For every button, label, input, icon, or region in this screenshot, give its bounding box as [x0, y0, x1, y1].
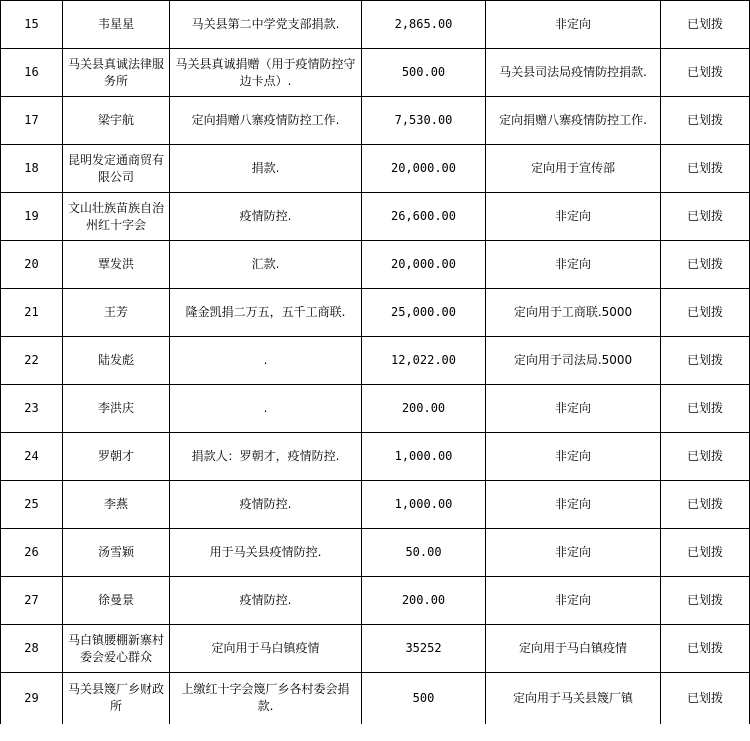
note-cell: .	[170, 337, 362, 385]
amount-cell: 200.00	[362, 385, 486, 433]
note-cell: 用于马关县疫情防控.	[170, 529, 362, 577]
direction-cell: 非定向	[486, 529, 661, 577]
status-cell: 已划拨	[661, 481, 750, 529]
table-row	[1, 433, 750, 481]
direction-cell: 非定向	[486, 1, 661, 49]
table-row	[1, 625, 750, 673]
donor-cell: 马关县真诚法律服务所	[63, 49, 170, 97]
table-row	[1, 1, 750, 49]
direction-cell: 定向捐赠八寨疫情防控工作.	[486, 97, 661, 145]
table-row	[1, 289, 750, 337]
amount-cell: 35252	[362, 625, 486, 673]
status-cell: 已划拨	[661, 625, 750, 673]
note-cell: 马关县第二中学党支部捐款.	[170, 1, 362, 49]
note-cell: 捐款.	[170, 145, 362, 193]
donor-cell: 覃发洪	[63, 241, 170, 289]
direction-cell: 非定向	[486, 241, 661, 289]
direction-cell: 非定向	[486, 385, 661, 433]
direction-cell: 定向用于宣传部	[486, 145, 661, 193]
direction-cell: 非定向	[486, 481, 661, 529]
table-row	[1, 337, 750, 385]
direction-cell: 定向用于马白镇疫情	[486, 625, 661, 673]
donor-cell: 韦星星	[63, 1, 170, 49]
note-cell: 汇款.	[170, 241, 362, 289]
table-row	[1, 49, 750, 97]
amount-cell: 1,000.00	[362, 481, 486, 529]
row-number-cell: 27	[1, 577, 63, 625]
status-cell: 已划拨	[661, 673, 750, 724]
status-cell: 已划拨	[661, 193, 750, 241]
donor-cell: 李洪庆	[63, 385, 170, 433]
row-number-cell: 24	[1, 433, 63, 481]
status-cell: 已划拨	[661, 529, 750, 577]
row-number-cell: 20	[1, 241, 63, 289]
direction-cell: 马关县司法局疫情防控捐款.	[486, 49, 661, 97]
donor-cell: 文山壮族苗族自治州红十字会	[63, 193, 170, 241]
table-row	[1, 385, 750, 433]
table-row	[1, 529, 750, 577]
donor-cell: 汤雪颖	[63, 529, 170, 577]
status-cell: 已划拨	[661, 433, 750, 481]
direction-cell: 定向用于司法局.5000	[486, 337, 661, 385]
table-row	[1, 241, 750, 289]
row-number-cell: 29	[1, 673, 63, 724]
row-number-cell: 26	[1, 529, 63, 577]
amount-cell: 50.00	[362, 529, 486, 577]
row-number-cell: 28	[1, 625, 63, 673]
amount-cell: 20,000.00	[362, 241, 486, 289]
note-cell: 疫情防控.	[170, 577, 362, 625]
donor-cell: 马关县篾厂乡财政所	[63, 673, 170, 724]
row-number-cell: 23	[1, 385, 63, 433]
note-cell: 隆金凯捐二万五，五千工商联.	[170, 289, 362, 337]
status-cell: 已划拨	[661, 385, 750, 433]
note-cell: 捐款人：罗朝才，疫情防控.	[170, 433, 362, 481]
row-number-cell: 15	[1, 1, 63, 49]
donor-cell: 王芳	[63, 289, 170, 337]
donation-table-body	[1, 1, 750, 724]
amount-cell: 7,530.00	[362, 97, 486, 145]
note-cell: 定向用于马白镇疫情	[170, 625, 362, 673]
status-cell: 已划拨	[661, 1, 750, 49]
row-number-cell: 19	[1, 193, 63, 241]
amount-cell: 200.00	[362, 577, 486, 625]
donor-cell: 昆明发定通商贸有限公司	[63, 145, 170, 193]
table-row	[1, 193, 750, 241]
status-cell: 已划拨	[661, 241, 750, 289]
direction-cell: 非定向	[486, 577, 661, 625]
status-cell: 已划拨	[661, 97, 750, 145]
note-cell: 马关县真诚捐赠（用于疫情防控守边卡点）.	[170, 49, 362, 97]
amount-cell: 500	[362, 673, 486, 724]
direction-cell: 定向用于马关县篾厂镇	[486, 673, 661, 724]
amount-cell: 20,000.00	[362, 145, 486, 193]
direction-cell: 非定向	[486, 193, 661, 241]
donor-cell: 梁宇航	[63, 97, 170, 145]
row-number-cell: 18	[1, 145, 63, 193]
note-cell: 疫情防控.	[170, 193, 362, 241]
donor-cell: 罗朝才	[63, 433, 170, 481]
table-row	[1, 97, 750, 145]
donor-cell: 马白镇腰棚新寨村委会爱心群众	[63, 625, 170, 673]
status-cell: 已划拨	[661, 289, 750, 337]
amount-cell: 2,865.00	[362, 1, 486, 49]
note-cell: 上缴红十字会篾厂乡各村委会捐款.	[170, 673, 362, 724]
amount-cell: 26,600.00	[362, 193, 486, 241]
row-number-cell: 16	[1, 49, 63, 97]
donor-cell: 徐曼景	[63, 577, 170, 625]
donor-cell: 李燕	[63, 481, 170, 529]
table-row	[1, 481, 750, 529]
note-cell: .	[170, 385, 362, 433]
donor-cell: 陆发彪	[63, 337, 170, 385]
note-cell: 疫情防控.	[170, 481, 362, 529]
table-row	[1, 673, 750, 724]
status-cell: 已划拨	[661, 145, 750, 193]
status-cell: 已划拨	[661, 577, 750, 625]
row-number-cell: 21	[1, 289, 63, 337]
table-row	[1, 577, 750, 625]
status-cell: 已划拨	[661, 49, 750, 97]
row-number-cell: 22	[1, 337, 63, 385]
amount-cell: 500.00	[362, 49, 486, 97]
status-cell: 已划拨	[661, 337, 750, 385]
note-cell: 定向捐赠八寨疫情防控工作.	[170, 97, 362, 145]
row-number-cell: 17	[1, 97, 63, 145]
direction-cell: 非定向	[486, 433, 661, 481]
direction-cell: 定向用于工商联.5000	[486, 289, 661, 337]
amount-cell: 25,000.00	[362, 289, 486, 337]
amount-cell: 12,022.00	[362, 337, 486, 385]
table-row	[1, 145, 750, 193]
row-number-cell: 25	[1, 481, 63, 529]
amount-cell: 1,000.00	[362, 433, 486, 481]
